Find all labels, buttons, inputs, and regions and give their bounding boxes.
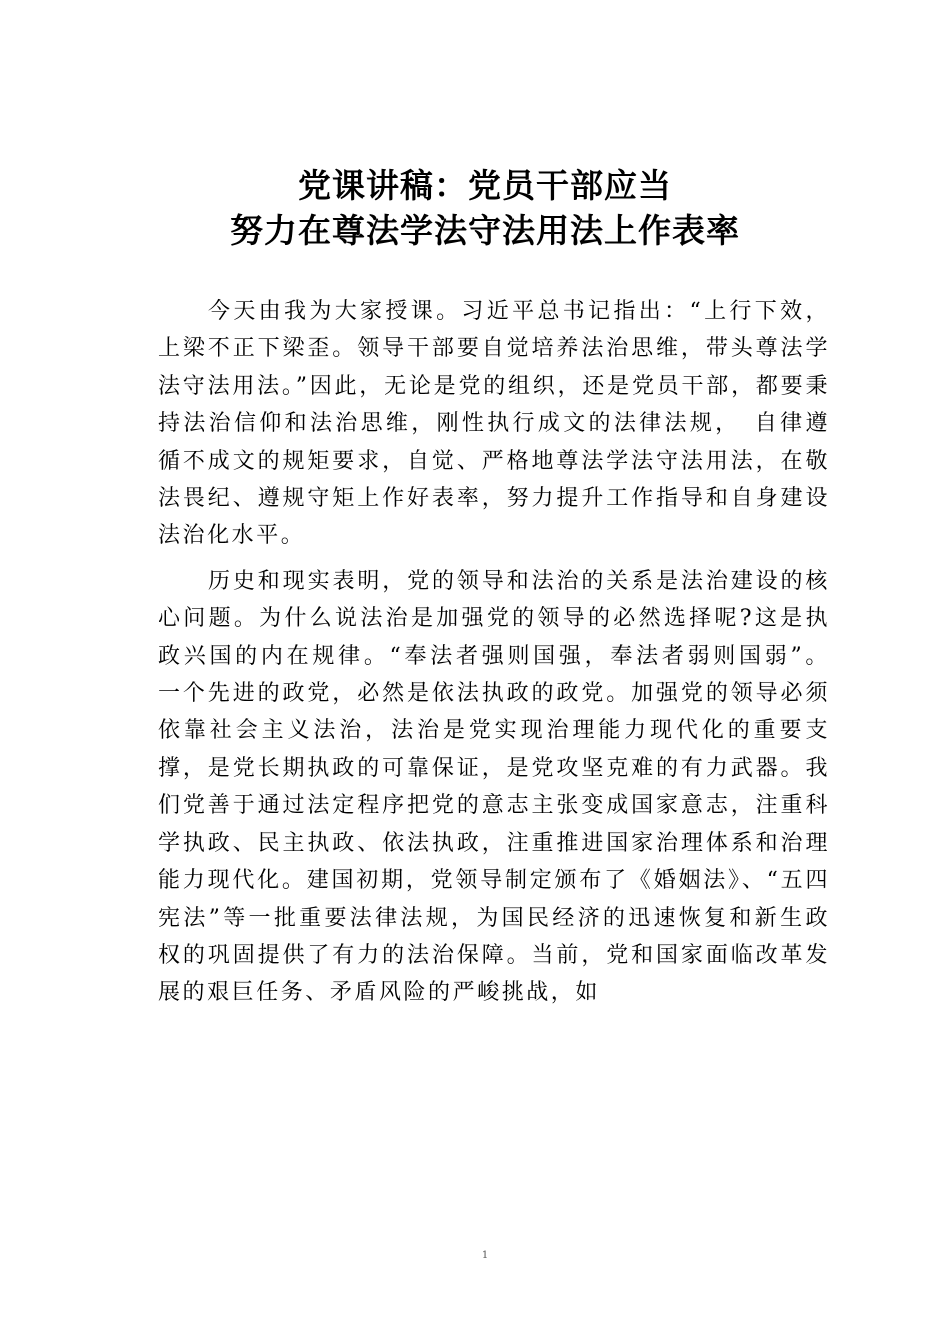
body-text — [158, 293, 830, 1020]
page-number: 1 — [481, 1250, 489, 1261]
document-title — [100, 163, 870, 253]
title-line-2: 努力在尊法学法守法用法上作表率 — [230, 211, 740, 250]
title-line-1: 党课讲稿：党员干部应当 — [298, 166, 672, 205]
paragraph-2: 历史和现实表明，党的领导和法治的关系是法治建设的核心问题。为什么说法治是加强党的领导的必然选择呢?这是执政兴国的内在规律。“奉法者强则国强，奉法者弱则国弱”。 一个先进的政党，必然是依法执政的政党。加强党的领导必须依靠社会主义法治，法治是党实现治理能力现代化的重要支撑，是党长期执政的可靠保证，是党攻坚克难的有力武器。我们党善于通过法定程序把党的意志主张变成国家意志，注重科学执政、民主执政、依法执政，注重推进国家治理体系和治理能力现代化。建国初期，党领导制定颁布了《婚姻法》、“五四宪法”等一批重要法律法规，为国民经济的迅速恢复和新生政权的巩固提供了有力的法治保障。当前，党和国家面临改革发展的艰巨任务、矛盾风险的严峻挑战，如 — [158, 568, 830, 1006]
paragraph-1: 今天由我为大家授课。习近平总书记指出：“上行下效，上梁不正下梁歪。领导干部要自觉培养法治思维，带头尊法学法守法用法。”因此，无论是党的组织，还是党员干部，都要秉持法治信仰和法治思维，刚性执行成文的法律法规， 自律遵循不成文的规矩要求，自觉、严格地尊法学法守法用法，在敬法畏纪、遵规守矩上作好表率，努力提升工作指导和自身建设法治化水平。 — [158, 299, 830, 549]
